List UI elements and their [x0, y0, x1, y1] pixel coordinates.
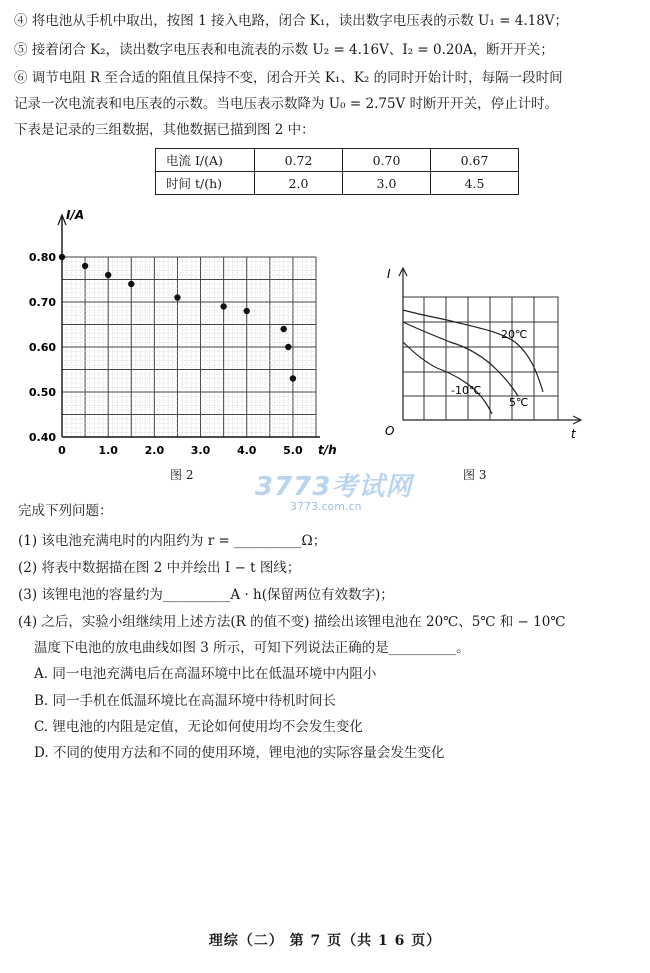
data-point [285, 344, 291, 350]
current-header: 电流 I/(A) [156, 149, 255, 172]
time-cell: 4.5 [431, 172, 519, 195]
data-point [280, 326, 286, 332]
data-point [244, 308, 250, 314]
fig2-x-tick-label: 2.0 [144, 444, 165, 457]
data-point [174, 294, 180, 300]
fig2-grid [62, 257, 316, 437]
watermark-logo: 3773考试网 [255, 472, 413, 502]
data-point [128, 281, 134, 287]
fig3-legend-20c: 20℃ [501, 328, 528, 341]
fig2-labels [29, 208, 337, 457]
question-4-line-2: 温度下电池的放电曲线如图 3 所示，可知下列说法正确的是__________。 [34, 640, 470, 656]
data-point [59, 254, 65, 260]
option-c: C. 锂电池的内阻是定值，无论如何使用均不会发生变化 [34, 719, 363, 735]
figure-2-caption: 图 2 [170, 468, 194, 482]
data-point [105, 272, 111, 278]
fig3-legend-minus10c: -10℃ [451, 384, 482, 397]
fig3-x-label: t [571, 427, 576, 441]
data-point [82, 263, 88, 269]
step-6-line-2: 记录一次电流表和电压表的示数。当电压表示数降为 U₀ = 2.75V 时断开开关，停止计时。 [14, 96, 559, 112]
fig2-x-tick-label: 3.0 [190, 444, 211, 457]
figure-3-chart [385, 262, 590, 442]
option-b: B. 同一手机在低温环境比在高温环境中待机时间长 [34, 693, 337, 709]
fig2-x-axis-label: t/h [318, 443, 337, 457]
step-6-line-1: ⑥ 调节电阻 R 至合适的阻值且保持不变，闭合开关 K₁、K₂ 的同时开始计时，每隔一段时间 [14, 70, 563, 86]
curve-minus10c [403, 342, 492, 414]
fig2-x-tick-label: 4.0 [236, 444, 257, 457]
question-3: (3) 该锂电池的容量约为__________A · h(保留两位有效数字)； [18, 587, 394, 603]
figure-3-caption: 图 3 [463, 468, 487, 482]
fig3-origin: O [385, 424, 395, 438]
current-cell: 0.72 [255, 149, 343, 172]
step-4-text: ④ 将电池从手机中取出，按图 1 接入电路，闭合 K₁，读出数字电压表的示数 U₁ = 4.18V； [14, 13, 569, 29]
data-table [155, 148, 519, 195]
figure-2-chart [25, 205, 337, 465]
fig2-y-tick-label: 0.70 [28, 296, 56, 309]
question-2: (2) 将表中数据描在图 2 中并绘出 I − t 图线； [18, 560, 301, 576]
option-d: D. 不同的使用方法和不同的使用环境，锂电池的实际容量会发生变化 [34, 745, 445, 761]
page-footer: 理综（二） 第 7 页（共 1 6 页） [208, 933, 442, 949]
question-4-line-1: (4) 之后，实验小组继续用上述方法(R 的值不变) 描绘出该锂电池在 20℃、5℃ 和 − 10℃ [18, 614, 566, 630]
fig2-x-tick-label: 5.0 [283, 444, 303, 457]
time-cell: 2.0 [255, 172, 343, 195]
step-6-line-3: 下表是记录的三组数据，其他数据已描到图 2 中： [14, 122, 315, 138]
current-cell: 0.70 [343, 149, 431, 172]
fig2-y-tick-label: 0.80 [28, 251, 56, 264]
time-header: 时间 t/(h) [156, 172, 255, 195]
fig2-x-tick-label: 0 [58, 444, 66, 457]
fig2-y-tick-label: 0.60 [28, 341, 56, 354]
data-point [220, 303, 226, 309]
option-a: A. 同一电池充满电后在高温环境中比在低温环境中内阻小 [34, 666, 377, 682]
fig2-x-tick-label: 1.0 [98, 444, 118, 457]
question-1: (1) 该电池充满电时的内阻约为 r = __________Ω； [18, 533, 327, 549]
current-cell: 0.67 [431, 149, 519, 172]
time-cell: 3.0 [343, 172, 431, 195]
fig2-y-axis-label: I/A [66, 208, 85, 222]
data-point [290, 375, 296, 381]
fig2-y-tick-label: 0.50 [28, 386, 56, 399]
questions-intro: 完成下列问题： [18, 503, 113, 519]
table-row [156, 149, 519, 172]
fig3-y-label: I [387, 267, 391, 281]
watermark-url: 3773.com.cn [290, 500, 362, 513]
fig3-legend-5c: 5℃ [509, 396, 529, 409]
table-row [156, 172, 519, 195]
step-5-text: ⑤ 接着闭合 K₂，读出数字电压表和电流表的示数 U₂ = 4.16V、I₂ = 0.20A，断开开关； [14, 42, 554, 58]
fig2-y-tick-label: 0.40 [28, 431, 56, 444]
fig2-axes [58, 215, 320, 437]
